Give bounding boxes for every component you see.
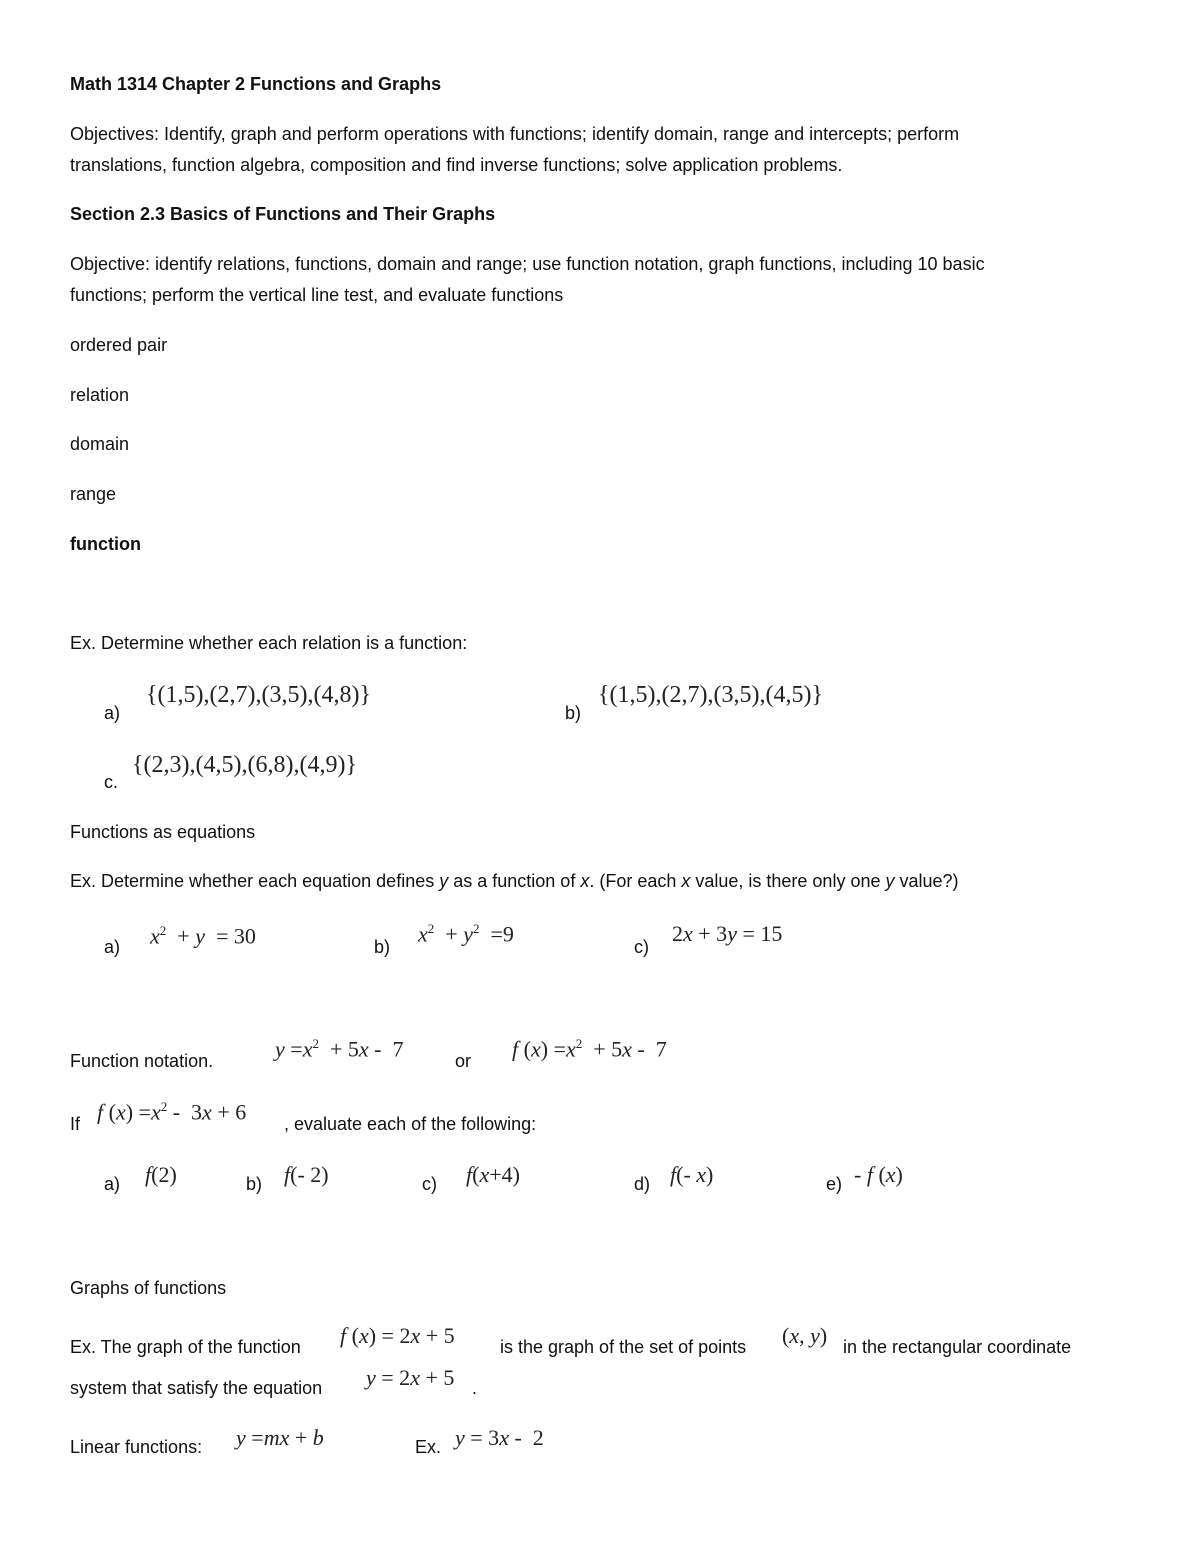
eval-a-label: a): [104, 1174, 121, 1194]
objectives-line-2: translations, function algebra, composition and find inverse functions; solve application problems.: [70, 155, 843, 175]
graphs-ex-text-2: is the graph of the set of points: [500, 1337, 747, 1357]
graphs-ex-period: .: [472, 1378, 478, 1398]
eval-c-expression: f(x+4): [466, 1162, 520, 1187]
eval-d-expression: f(- x): [670, 1162, 714, 1187]
ex1-c-relation: {(2,3),(4,5),(6,8),(4,9)}: [132, 752, 357, 778]
ex1-c-label: c.: [104, 772, 119, 792]
function-notation-label: Function notation.: [70, 1051, 214, 1071]
graphs-ex-text-1: Ex. The graph of the function: [70, 1337, 301, 1357]
functions-as-equations-heading: Functions as equations: [70, 822, 256, 842]
ex1-b-label: b): [565, 703, 582, 723]
eval-e-expression: - f (x): [854, 1162, 903, 1187]
objectives-line-1: Objectives: Identify, graph and perform operations with functions; identify domain, range and intercepts; perform: [70, 124, 960, 144]
linear-general-form: y =mx + b: [236, 1425, 324, 1450]
ex1-prompt: Ex. Determine whether each relation is a function:: [70, 633, 468, 653]
linear-ex-label: Ex.: [415, 1437, 442, 1457]
given-function: f $(x) =x^2 - 3x + 6$: [97, 1099, 247, 1125]
eval-e-label: e): [826, 1174, 843, 1194]
term-range: range: [70, 484, 117, 504]
ex1-b-relation: {(1,5),(2,7),(3,5),(4,5)}: [598, 682, 823, 708]
graphs-ex-point: (x, y): [782, 1323, 828, 1348]
graphs-ex-function: f (x) = 2x + 5: [340, 1323, 455, 1348]
graphs-ex-text-4: system that satisfy the equation: [70, 1378, 323, 1398]
eval-b-label: b): [246, 1174, 263, 1194]
ex2-a-equation: $x^2 + y = 30$: [150, 923, 256, 949]
notation-or: or: [455, 1051, 472, 1071]
section-title: Section 2.3 Basics of Functions and Their Graphs: [70, 204, 496, 224]
linear-example-equation: y = 3x - 2: [455, 1425, 544, 1450]
term-domain: domain: [70, 434, 130, 454]
section-objective-line-1: Objective: identify relations, functions, domain and range; use function notation, graph functions, including 10 basic: [70, 254, 985, 274]
section-objective-line-2: functions; perform the vertical line test, and evaluate functions: [70, 285, 564, 305]
graphs-heading: Graphs of functions: [70, 1278, 227, 1298]
ex1-a-relation: {(1,5),(2,7),(3,5),(4,8)}: [146, 682, 371, 708]
eval-d-label: d): [634, 1174, 651, 1194]
page-title: Math 1314 Chapter 2 Functions and Graphs: [70, 74, 442, 94]
ex2-b-label: b): [374, 937, 391, 957]
linear-functions-label: Linear functions:: [70, 1437, 203, 1457]
if-label: If: [70, 1114, 81, 1134]
term-relation: relation: [70, 385, 130, 405]
notation-equation-y: $y =x^2 + 5x - 7$: [275, 1036, 404, 1062]
graphs-ex-text-3: in the rectangular coordinate: [843, 1337, 1072, 1357]
eval-c-label: c): [422, 1174, 437, 1194]
term-ordered-pair: ordered pair: [70, 335, 168, 355]
graphs-ex-equation: y = 2x + 5: [366, 1365, 455, 1390]
ex2-c-equation: 2x + 3y = 15: [672, 921, 783, 946]
ex1-a-label: a): [104, 703, 121, 723]
term-function: function: [70, 534, 141, 554]
ex2-a-label: a): [104, 937, 121, 957]
eval-a-expression: f(2): [145, 1162, 177, 1187]
eval-b-expression: f(- 2): [284, 1162, 329, 1187]
ex2-prompt: Ex. Determine whether each equation defines y as a function of x. (For each x value, is there only one y value?): [70, 871, 959, 891]
ex2-b-equation: $x^2 + y^2 =9$: [418, 921, 514, 947]
ex2-c-label: c): [634, 937, 649, 957]
evaluate-text: , evaluate each of the following:: [284, 1114, 537, 1134]
notation-equation-fx: f $(x) =x^2 + 5x - 7$: [512, 1036, 667, 1062]
